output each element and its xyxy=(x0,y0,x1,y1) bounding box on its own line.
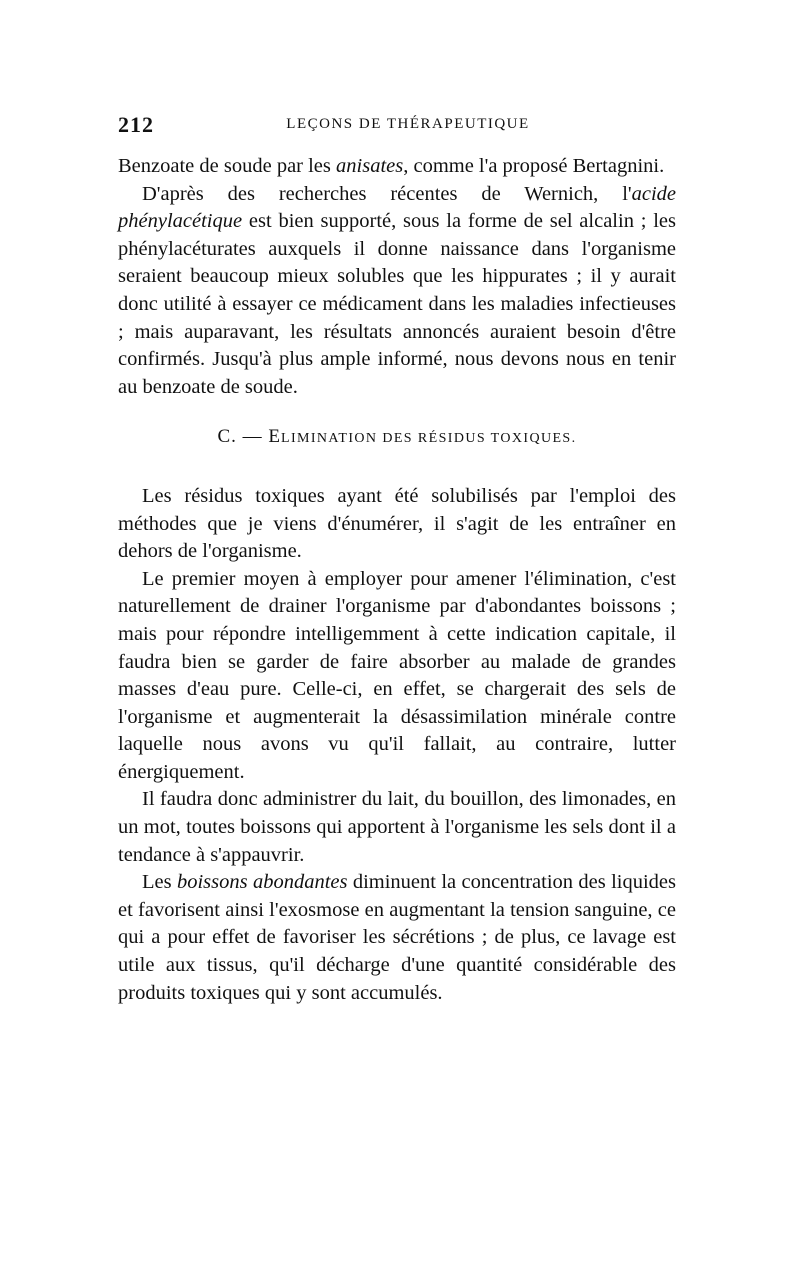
page-header xyxy=(118,112,678,142)
body-text xyxy=(118,153,676,1007)
paragraph-3: Les résidus toxiques ayant été solubilisés par l'emploi des méthodes que je viens d'énumérer, il s'agit de les entraîner en dehors de l'organisme. xyxy=(118,484,676,563)
section-heading: C. — ELIMINATION DES RÉSIDUS TOXIQUES. xyxy=(217,426,577,448)
running-title: LEÇONS DE THÉRAPEUTIQUE xyxy=(286,116,530,132)
paragraph-5: Il faudra donc administrer du lait, du bouillon, des limonades, en un mot, toutes boissons qui apportent à l'organisme les sels dont il a tendance à s'appauvrir. xyxy=(118,788,676,866)
page-number: 212 xyxy=(118,112,154,137)
paragraph-6: Les boissons abondantes diminuent la concentration des liquides et favorisent ainsi l'exosmose en augmentant la tension sanguine, ce qui a pour effet de favoriser les sécrétions ; de plus, ce lavage est utile aux tissus, qu'il décharge d'une quantité considérable des produits toxiques qui y sont accumulés. xyxy=(118,871,676,1004)
paragraph-2: D'après des recherches récentes de Wernich, l'acide phénylacétique est bien supporté, sous la forme de sel alcalin ; les phénylacéturates auxquels il donne naissance dans l'organisme seraient beaucoup mieux solubles que les hippurates ; il y aurait donc utilité à essayer ce médicament dans les maladies infectieuses ; mais auparavant, les résultats annoncés auraient besoin d'être confirmés. Jusqu'à plus ample informé, nous devons nous en tenir au benzoate de soude. xyxy=(118,182,676,398)
paragraph-1: Benzoate de soude par les anisates, comme l'a proposé Bertagnini. xyxy=(118,155,665,177)
paragraph-4: Le premier moyen à employer pour amener l'élimination, c'est naturellement de drainer l'organisme par d'abondantes boissons ; mais pour répondre intelligemment à cette indication capitale, il faudra bien se garder de faire absorber au malade de grandes masses d'eau pure. Celle-ci, en effet, se chargerait des sels de l'organisme et augmenterait la désassimilation minérale contre laquelle nous avons vu qu'il fallait, au contraire, lutter énergiquement. xyxy=(118,567,676,783)
